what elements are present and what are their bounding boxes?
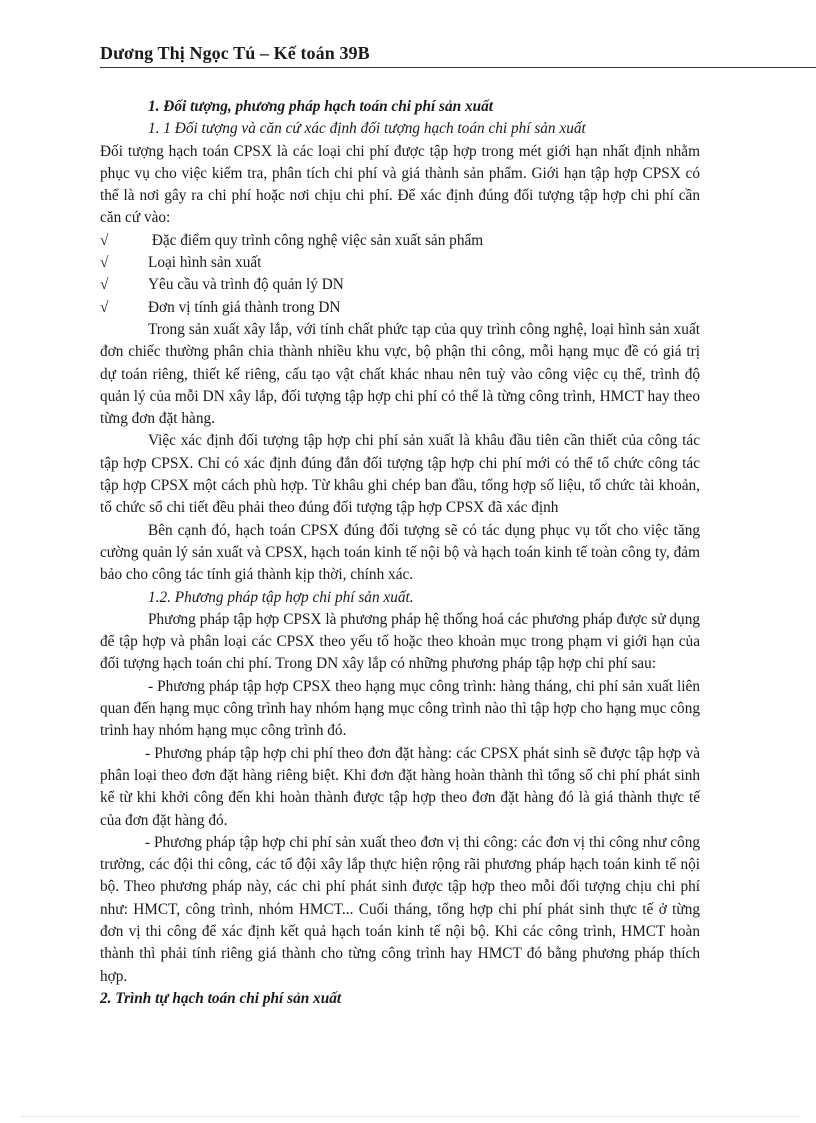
- list-item: [100, 274, 700, 296]
- list-item-text: Đặc điểm quy trình công nghệ việc sản xuất sản phẩm: [148, 231, 484, 249]
- method-paragraph: - Phương pháp tập hợp chi phí sản xuất theo đơn vị thi công: các đơn vị thi công như công trường, các đội thi công, các tổ đội xây lắp thực hiện rộng rãi phương pháp hạch toán kinh tế nội bộ. Theo phương pháp này, các chi phí phát sinh được tập hợp theo mỗi đối tượng chịu chi phí như: HMCT, công trình, nhóm HMCT... Cuối tháng, tổng hợp chi phí phát sinh thực tế ở từng đơn vị thi công để xác định kết quả hạch toán kinh tế nội bộ. Khi các công trình, HMCT hoàn thành thì phải tính riêng giá thành cho từng công trình hay HMCT đó bằng phương pháp thích hợp.: [100, 833, 700, 985]
- section-1-heading: 1. Đối tượng, phương pháp hạch toán chi phí sản xuất: [148, 98, 494, 115]
- list-item-text: Đơn vị tính giá thành trong DN: [148, 298, 341, 316]
- checkmark-icon: √: [100, 276, 109, 294]
- list-item: [100, 230, 700, 252]
- paragraph: Trong sản xuất xây lắp, với tính chất phức tạp của quy trình công nghệ, loại hình sản xuất đơn chiếc thường phân chia thành nhiều khu vực, bộ phận thi công, mỗi hạng mục đề có giá trị dự toán riêng, thiết kế riêng, cấu tạo vật chất khác nhau nên tuỳ vào công việc cụ thể, trình độ quản lý của mỗi DN xây lắp, đối tượng tập hợp chi phí có thể là từng công trình, HMCT hay theo từng đơn đặt hàng.: [100, 320, 700, 428]
- paragraph: Phương pháp tập hợp CPSX là phương pháp hệ thống hoá các phương pháp được sử dụng để tập hợp và phân loại các CPSX theo yếu tố hoặc theo khoản mục trong phạm vi giới hạn của đối tượng hạch toán chi phí. Trong DN xây lắp có những phương pháp tập hợp chi phí sau:: [100, 610, 700, 673]
- method-paragraph: - Phương pháp tập hợp chi phí theo đơn đặt hàng: các CPSX phát sinh sẽ được tập hợp và phân loại theo đơn đặt hàng riêng biệt. Khi đơn đặt hàng hoàn thành thì tổng số chi phí phát sinh kể từ khi khởi công đến khi hoàn thành được tập hợp theo đơn đặt hàng đó là giá thành thực tế của đơn đặt hàng đó.: [100, 744, 700, 829]
- page-header-title: Dương Thị Ngọc Tú – Kế toán 39B: [100, 43, 370, 63]
- list-item-text: Yêu cầu và trình độ quản lý DN: [148, 276, 344, 294]
- paragraph: Bên cạnh đó, hạch toán CPSX đúng đối tượng sẽ có tác dụng phục vụ tốt cho việc tăng cường quản lý sản xuất và CPSX, hạch toán kinh tế nội bộ và hạch toán kinh tế toàn công ty, đảm bảo cho công tác tính giá thành kịp thời, chính xác.: [100, 521, 700, 584]
- checkmark-icon: √: [100, 254, 109, 272]
- list-item: [100, 252, 700, 274]
- paragraph: Việc xác định đối tượng tập hợp chi phí sản xuất là khâu đầu tiên cần thiết của công tác tập hợp CPSX. Chỉ có xác định đúng đắn đối tượng tập hợp chi phí mới có thể tổ chức công tác tập hợp CPSX một cách phù hợp. Từ khâu ghi chép ban đầu, tổng hợp số liệu, tổ chức tài khoản, tổ chức sổ chi tiết đều phải theo đúng đối tượng tập hợp CPSX đã xác định: [100, 432, 700, 517]
- list-item: [100, 297, 700, 319]
- page-bottom-border: [20, 1116, 800, 1117]
- list-item-text: Loại hình sản xuất: [148, 254, 262, 272]
- checkmark-icon: √: [100, 298, 109, 316]
- section-2-heading: 2. Trình tự hạch toán chi phí sản xuất: [100, 989, 342, 1007]
- method-paragraph: - Phương pháp tập hợp CPSX theo hạng mục công trình: hàng tháng, chi phí sản xuất liên quan đến hạng mục công trình hay nhóm hạng mục công trình nào thì tập hợp cho hạng mục công trình hay nhóm hạng mục công trình đó.: [100, 677, 700, 740]
- document-body: [100, 96, 700, 1010]
- section-1-1-heading: 1. 1 Đối tượng và căn cứ xác định đối tượng hạch toán chi phí sản xuất: [148, 120, 586, 138]
- section-1-2-heading: 1.2. Phương pháp tập hợp chi phí sản xuất.: [148, 588, 414, 606]
- checkmark-icon: √: [100, 231, 109, 249]
- header-divider: [100, 67, 816, 68]
- paragraph-intro: Đối tượng hạch toán CPSX là các loại chi phí được tập hợp trong mét giới hạn nhất định nhằm phục vụ cho việc kiểm tra, phân tích chi phí và giá thành sản phẩm. Giới hạn tập hợp CPSX có thể là nơi gây ra chi phí hoặc nơi chịu chi phí. Để xác định đúng đối tượng tập hợp chi phí cần căn cứ vào:: [100, 142, 700, 227]
